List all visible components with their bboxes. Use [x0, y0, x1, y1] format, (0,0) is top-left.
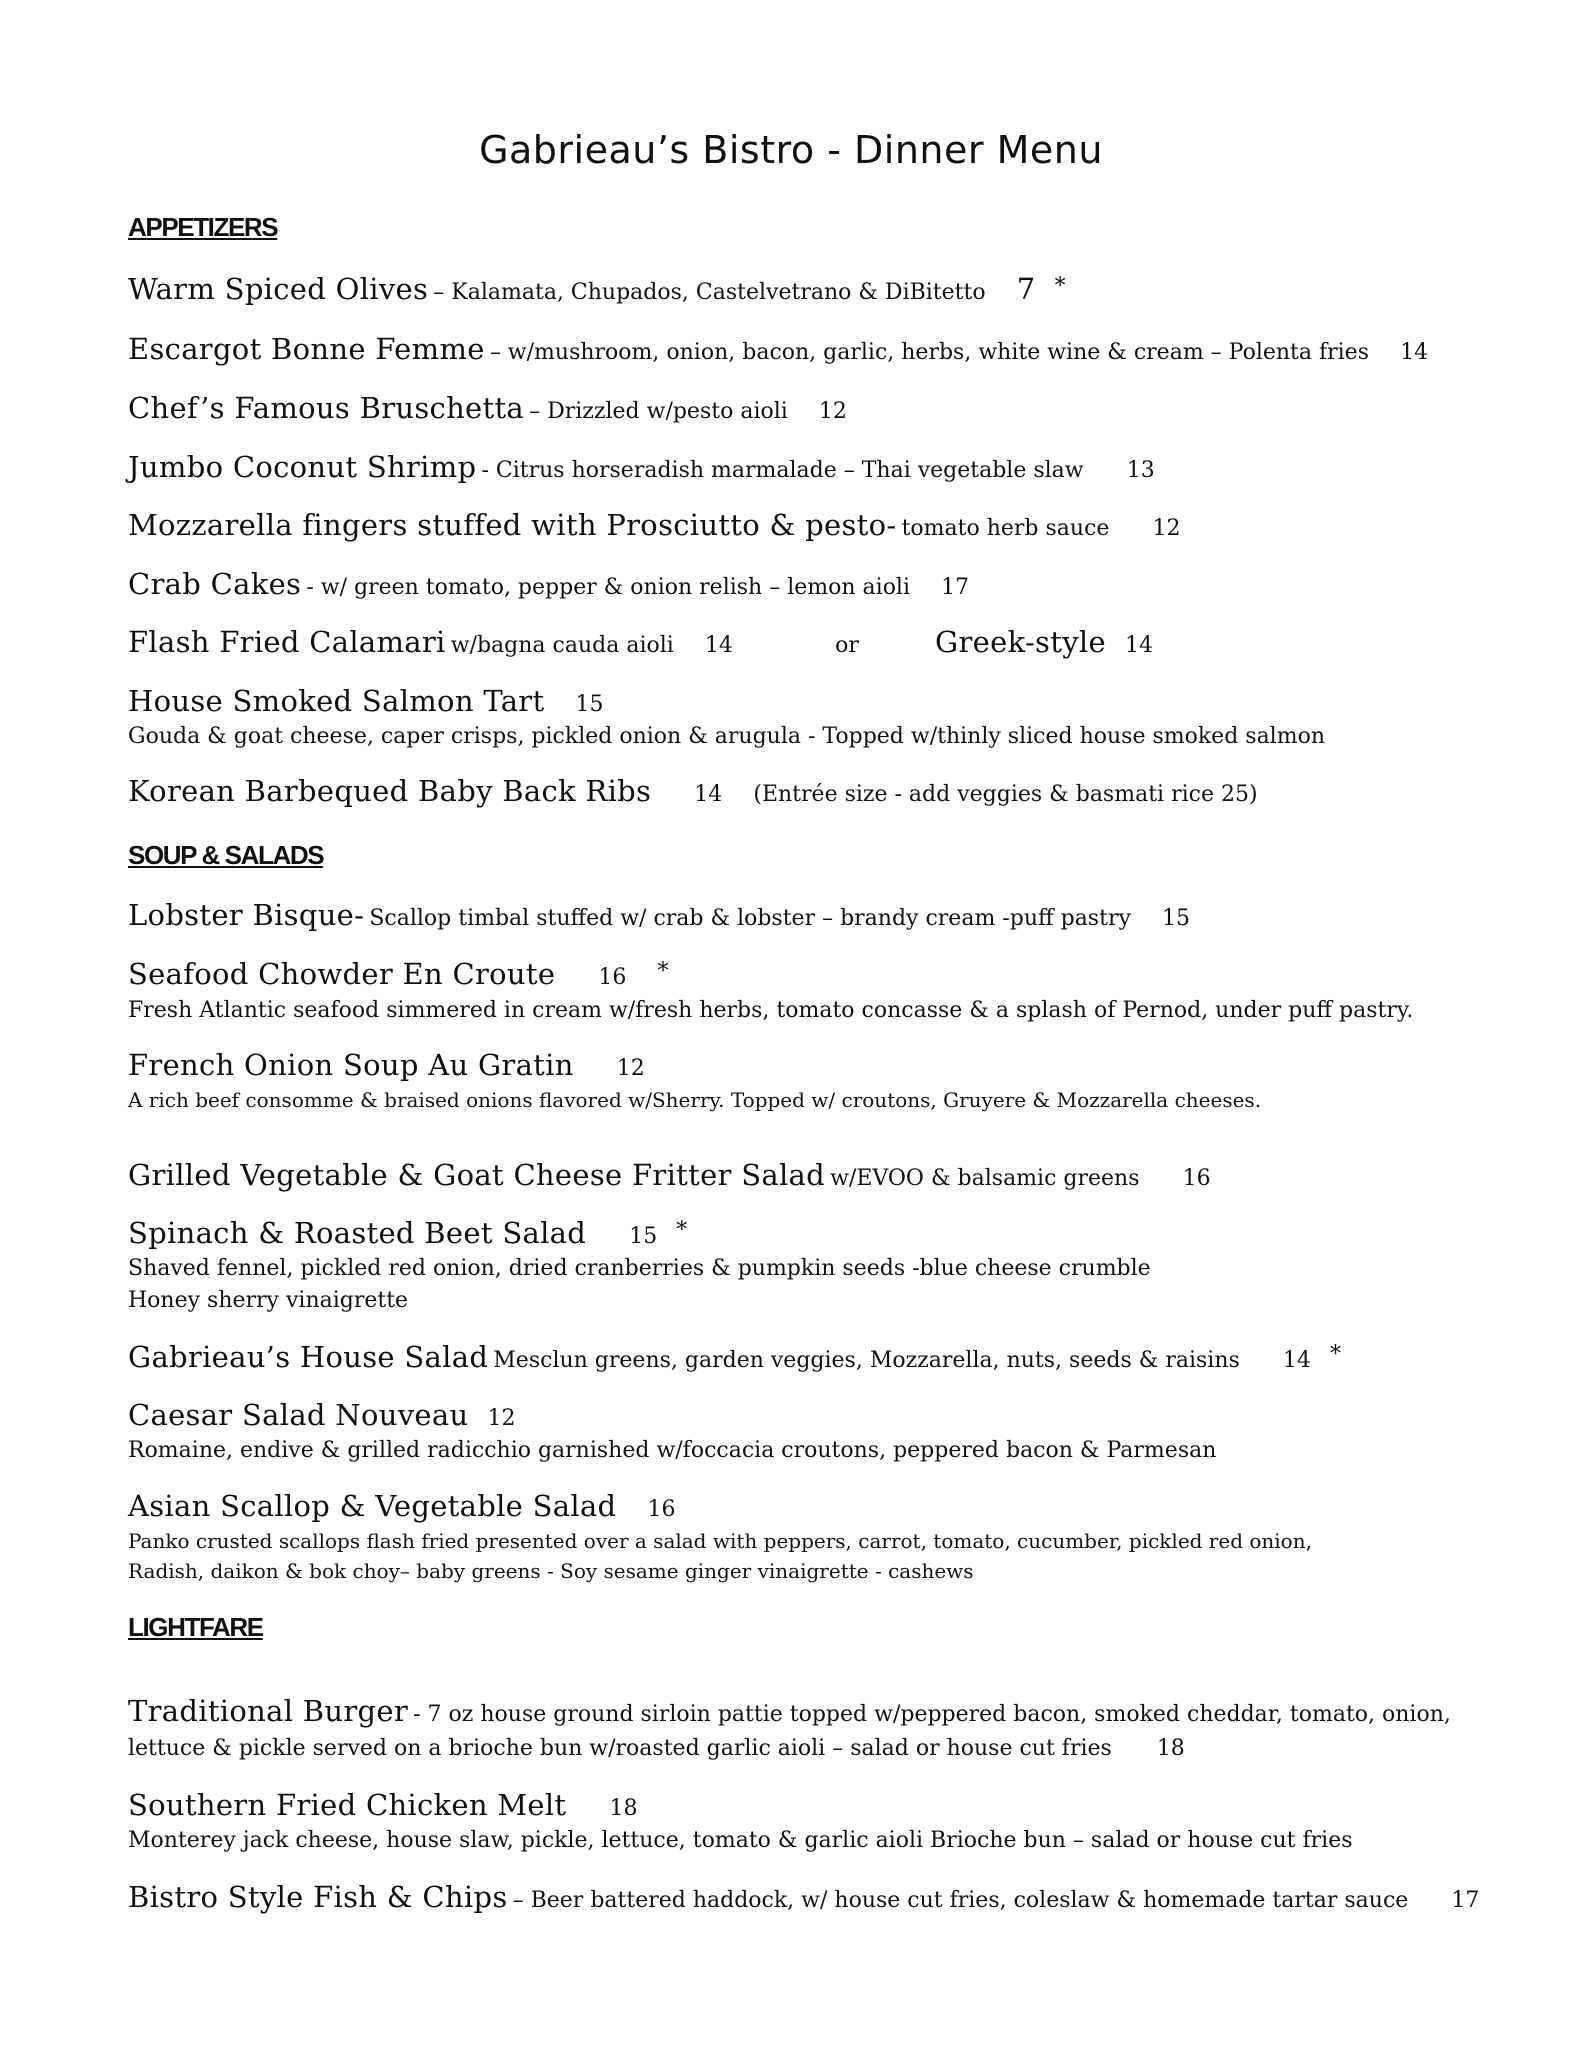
menu-item	[128, 1880, 1479, 1914]
item-name: Flash Fried Calamari	[128, 625, 446, 659]
item-description: – Kalamata, Chupados, Castelvetrano & DiBitetto	[433, 280, 986, 305]
menu-item	[128, 1398, 516, 1432]
item-name: Crab Cakes	[128, 567, 302, 601]
item-name: Caesar Salad Nouveau	[128, 1398, 469, 1432]
item-price: 15	[629, 1224, 658, 1249]
item-price: 14	[1400, 340, 1429, 365]
item-price: 12	[487, 1406, 516, 1431]
item-description: - Citrus horseradish marmalade – Thai vegetable slaw	[481, 458, 1084, 483]
item-description: Monterey jack cheese, house slaw, pickle, lettuce, tomato & garlic aioli Brioche bun – salad or house cut fries	[128, 1828, 1353, 1853]
section-heading-soup-salads: SOUP & SALADS	[128, 840, 324, 870]
item-price: 17	[941, 575, 970, 600]
item-name: Grilled Vegetable & Goat Cheese Fritter Salad	[128, 1158, 825, 1192]
item-description: Fresh Atlantic seafood simmered in cream w/fresh herbs, tomato concasse & a splash of Pernod, under puff pastry.	[128, 998, 1414, 1023]
item-star: *	[1329, 1342, 1341, 1367]
item-description: Scallop timbal stuffed w/ crab & lobster – brandy cream -puff pastry	[369, 906, 1131, 931]
item-star: *	[657, 959, 669, 984]
item-name: Spinach & Roasted Beet Salad	[128, 1216, 587, 1250]
item-description: A rich beef consomme & braised onions flavored w/Sherry. Topped w/ croutons, Gruyere & Mozzarella cheeses.	[128, 1088, 1262, 1112]
item-description: w/EVOO & balsamic greens	[830, 1166, 1140, 1191]
item-description: - w/ green tomato, pepper & onion relish – lemon aioli	[306, 575, 911, 600]
item-price: 13	[1126, 458, 1155, 483]
item-price: 18	[1156, 1736, 1185, 1761]
item-description: - 7 oz house ground sirloin pattie topped w/peppered bacon, smoked cheddar, tomato, onion,	[413, 1702, 1451, 1727]
item-star: *	[1054, 274, 1066, 299]
menu-item	[128, 508, 1181, 542]
item-description: Mesclun greens, garden veggies, Mozzarella, nuts, seeds & raisins	[493, 1348, 1240, 1373]
item-or: or	[835, 633, 859, 658]
item-description: Honey sherry vinaigrette	[128, 1288, 409, 1313]
menu-item	[128, 898, 1190, 932]
section-heading-lightfare: LIGHTFARE	[128, 1612, 263, 1642]
item-description: (Entrée size - add veggies & basmati rice 25)	[753, 782, 1258, 807]
menu-item	[128, 450, 1155, 484]
item-name: Seafood Chowder En Croute	[128, 957, 556, 991]
menu-item	[128, 1158, 1211, 1192]
item-price: 15	[1161, 906, 1190, 931]
item-name: Southern Fried Chicken Melt	[128, 1788, 567, 1822]
item-name: Traditional Burger	[128, 1694, 409, 1728]
menu-item	[128, 774, 1258, 808]
menu-item	[128, 957, 668, 991]
item-description: – w/mushroom, onion, bacon, garlic, herbs, white wine & cream – Polenta fries	[489, 340, 1369, 365]
item-description: tomato herb sauce	[901, 516, 1110, 541]
item-description-continued	[128, 1736, 1185, 1761]
item-name: Lobster Bisque-	[128, 898, 365, 932]
item-name: Asian Scallop & Vegetable Salad	[128, 1489, 617, 1523]
item-name: Korean Barbequed Baby Back Ribs	[128, 774, 652, 808]
item-price: 18	[609, 1796, 638, 1821]
menu-item	[128, 567, 969, 601]
item-description: Romaine, endive & grilled radicchio garnished w/foccacia croutons, peppered bacon & Parmesan	[128, 1438, 1217, 1463]
item-description: – Beer battered haddock, w/ house cut fries, coleslaw & homemade tartar sauce	[512, 1888, 1409, 1913]
item-description: lettuce & pickle served on a brioche bun w/roasted garlic aioli – salad or house cut fries	[128, 1736, 1112, 1761]
item-price: 16	[598, 965, 627, 990]
menu-item	[128, 1788, 637, 1822]
item-alt-price: 14	[1125, 633, 1154, 658]
item-name: Chef’s Famous Bruschetta	[128, 391, 525, 425]
item-name: Gabrieau’s House Salad	[128, 1340, 489, 1374]
item-description: – Drizzled w/pesto aioli	[529, 399, 788, 424]
menu-item	[128, 1340, 1341, 1374]
menu-item	[128, 1694, 1451, 1728]
item-price: 16	[1182, 1166, 1211, 1191]
item-price: 16	[647, 1497, 676, 1522]
menu-item	[128, 1489, 676, 1523]
item-name: House Smoked Salmon Tart	[128, 684, 545, 718]
item-name: Mozzarella fingers stuffed with Prosciutto & pesto-	[128, 508, 897, 542]
item-price: 12	[1152, 516, 1181, 541]
item-price: 15	[575, 692, 604, 717]
item-alt-name: Greek-style	[935, 625, 1106, 659]
item-price: 12	[818, 399, 847, 424]
item-description: Shaved fennel, pickled red onion, dried cranberries & pumpkin seeds -blue cheese crumble	[128, 1256, 1151, 1281]
item-price: 14	[694, 782, 723, 807]
item-price: 17	[1451, 1888, 1480, 1913]
menu-item	[128, 332, 1428, 366]
menu-item	[128, 1048, 645, 1082]
item-star: *	[676, 1218, 688, 1243]
menu-item	[128, 272, 1066, 306]
menu-item	[128, 1216, 687, 1250]
item-price: 12	[616, 1056, 645, 1081]
item-price: 14	[1282, 1348, 1311, 1373]
menu-item	[128, 625, 1153, 659]
item-name: Warm Spiced Olives	[128, 272, 429, 306]
item-name: Jumbo Coconut Shrimp	[128, 450, 477, 484]
item-name: Bistro Style Fish & Chips	[128, 1880, 508, 1914]
item-price: 14	[704, 633, 733, 658]
section-heading-appetizers: APPETIZERS	[128, 212, 278, 242]
item-description: w/bagna cauda aioli	[450, 633, 674, 658]
page-title: Gabrieau’s Bistro - Dinner Menu	[479, 128, 1103, 172]
item-name: Escargot Bonne Femme	[128, 332, 485, 366]
menu-item	[128, 391, 847, 425]
item-name: French Onion Soup Au Gratin	[128, 1048, 574, 1082]
item-description: Gouda & goat cheese, caper crisps, pickled onion & arugula - Topped w/thinly sliced house smoked salmon	[128, 724, 1325, 749]
item-price: 7	[1016, 272, 1036, 306]
item-description: Radish, daikon & bok choy– baby greens - Soy sesame ginger vinaigrette - cashews	[128, 1559, 974, 1583]
menu-item	[128, 684, 604, 718]
item-description: Panko crusted scallops flash fried presented over a salad with peppers, carrot, tomato, cucumber, pickled red onion,	[128, 1529, 1312, 1553]
